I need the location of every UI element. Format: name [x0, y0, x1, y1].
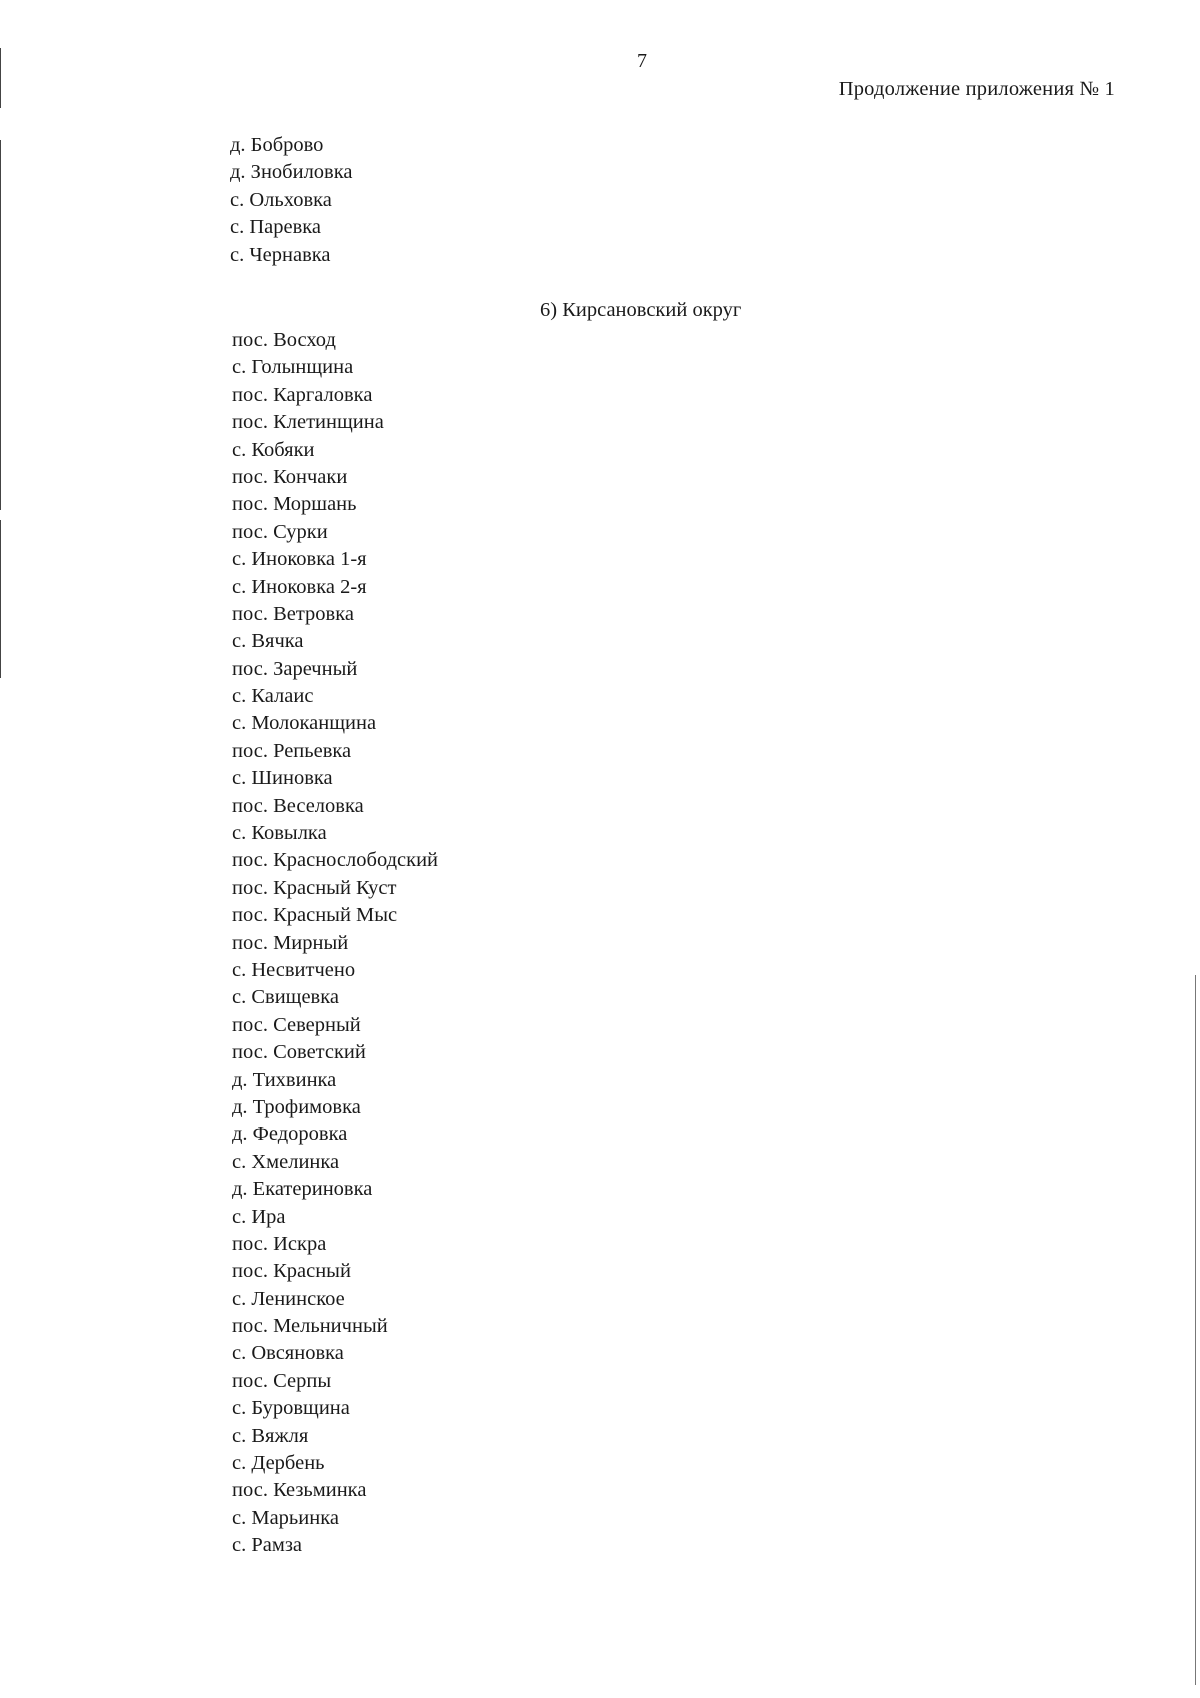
list-item: пос. Красный Куст [232, 876, 397, 899]
list-item: пос. Ветровка [232, 602, 354, 625]
list-item: д. Боброво [230, 134, 324, 156]
list-item: с. Калаис [232, 685, 314, 708]
list-item: пос. Краснослободский [232, 849, 439, 872]
list-item: пос. Клетинщина [232, 411, 384, 434]
appendix-note: Продолжение приложения № 1 [838, 78, 1115, 100]
list-item: с. Шиновка [232, 767, 333, 790]
list-item: д. Трофимовка [232, 1095, 361, 1118]
list-item: пос. Репьевка [232, 739, 352, 762]
section-title: 6) Кирсановский округ [540, 299, 742, 321]
list-item: пос. Искра [232, 1232, 327, 1255]
list-item: с. Марьинка [232, 1506, 339, 1529]
scan-edge-line [1195, 975, 1196, 1685]
list-item: с. Дербень [232, 1452, 325, 1475]
list-item: д. Тихвинка [232, 1068, 337, 1091]
list-item: пос. Заречный [232, 657, 358, 680]
list-item: д. Федоровка [232, 1123, 348, 1146]
list-item: пос. Каргаловка [232, 383, 373, 406]
scan-edge-line [0, 140, 1, 510]
list-item: с. Рамза [232, 1534, 303, 1557]
settlement-list-main [232, 327, 438, 1560]
list-item: с. Вяжля [232, 1424, 309, 1447]
list-item: с. Ковылка [232, 822, 327, 845]
list-item: с. Ольховка [230, 188, 332, 211]
list-item: с. Буровщина [232, 1397, 350, 1420]
list-item: с. Голынщина [232, 356, 354, 379]
list-item: с. Свищевка [232, 986, 339, 1009]
list-item: пос. Мирный [232, 931, 349, 954]
settlement-list-top [230, 132, 352, 269]
list-item: д. Знобиловка [230, 161, 353, 184]
list-item: с. Чернавка [230, 243, 331, 266]
list-item: пос. Красный Мыс [232, 904, 398, 927]
list-item: пос. Кезьминка [232, 1479, 367, 1502]
list-item: пос. Серпы [232, 1369, 332, 1392]
list-item: пос. Советский [232, 1041, 366, 1064]
list-item: д. Екатериновка [232, 1178, 373, 1201]
list-item: с. Паревка [230, 216, 322, 239]
list-item: с. Хмелинка [232, 1150, 340, 1173]
list-item: пос. Восход [232, 329, 336, 351]
list-item: с. Овсяновка [232, 1342, 344, 1365]
list-item: с. Ира [232, 1205, 286, 1228]
list-item: пос. Сурки [232, 520, 328, 543]
list-item: пос. Моршань [232, 493, 357, 516]
list-item: с. Иноковка 1-я [232, 548, 367, 571]
list-item: пос. Северный [232, 1013, 361, 1036]
list-item: с. Молоканщина [232, 712, 377, 735]
list-item: с. Несвитчено [232, 958, 356, 981]
list-item: с. Ленинское [232, 1287, 345, 1310]
list-item: пос. Красный [232, 1260, 351, 1283]
list-item: с. Кобяки [232, 438, 315, 461]
list-item: с. Вячка [232, 630, 304, 653]
list-item: пос. Мельничный [232, 1315, 388, 1338]
list-item: с. Иноковка 2-я [232, 575, 367, 598]
page-number: 7 [637, 50, 647, 72]
scan-edge-line [0, 520, 1, 678]
list-item: пос. Кончаки [232, 465, 348, 488]
list-item: пос. Веселовка [232, 794, 364, 817]
